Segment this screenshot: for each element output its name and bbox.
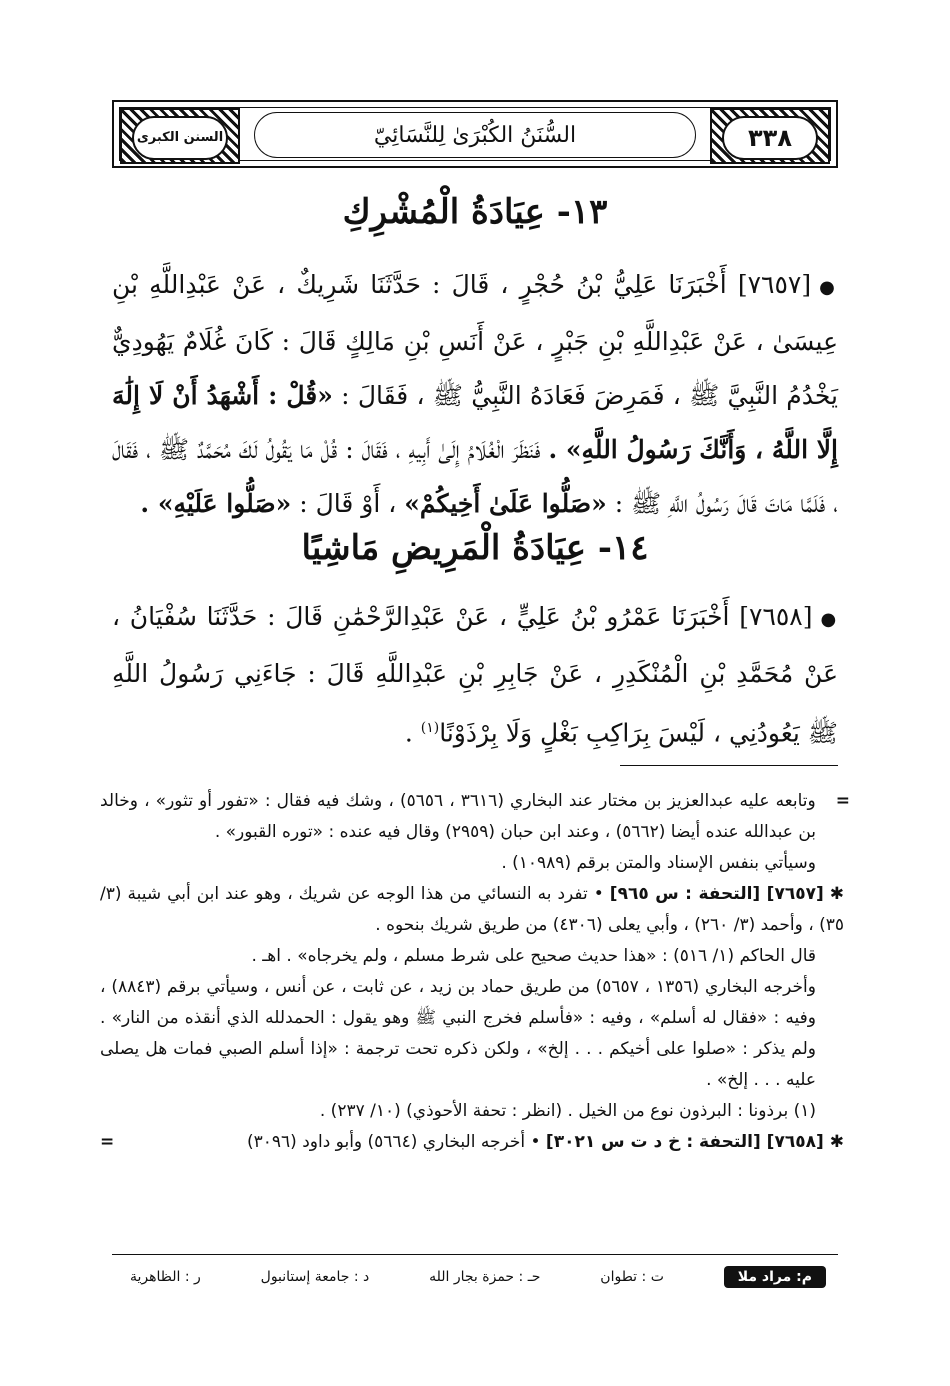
hadith-number: [٧٦٥٧] — [737, 270, 812, 299]
footnote-separator — [620, 765, 838, 766]
footnote-ref: (١) — [420, 720, 440, 736]
footnote-7657-b: قال الحاكم (١/ ٥١٦) : «هذا حديث صحيح على شرط مسلم ، ولم يخرجاه» . اهـ . — [251, 946, 816, 966]
hadith-quote: «صَلُّوا عَلَيْهِ» . — [140, 489, 292, 518]
footer-rule — [112, 1254, 838, 1255]
bullet-icon: ● — [819, 277, 838, 298]
page-header — [112, 100, 838, 168]
footnotes — [100, 786, 850, 1158]
footnote-1: (١) برذونا : البرذون نوع من الخيل . (انظر : تحفة الأحوذي) (١٠/ ٢٣٧) . — [319, 1101, 816, 1121]
bullet-icon: ● — [820, 609, 838, 630]
continuation-mark-end: = — [100, 1132, 115, 1152]
hadith-quote: «صَلُّوا عَلَىٰ أَخِيكُمْ» — [404, 489, 607, 518]
page-number: ٣٣٨ — [722, 116, 818, 160]
header-ornament-right — [710, 108, 830, 164]
hadith-number: [٧٦٥٨] — [739, 602, 813, 631]
asterisk-icon: ✱ — [829, 1132, 844, 1152]
footnote-text: وتابعه عليه عبدالعزيز بن مختار عند البخاري (٣٦١٦ ، ٥٦٥٦) ، وشك فيه فقال : «تفور أو تثور» ، وخالد بن عبدالله عنده أيضا (٥٦٦٢) ، وعند ابن حبان (٢٩٥٩) وقال فيه عنده : «توره القبور» . — [100, 791, 816, 842]
section-title-13: ١٣- عِيَادَةُ الْمُشْرِكِ — [342, 192, 608, 232]
footnote-head: [٧٦٥٨] [التحفة : خ د ت س ٣٠٢١] — [545, 1132, 824, 1152]
footnote-7658 — [100, 1127, 844, 1158]
ornament-logo: السنن الكبرى — [132, 116, 228, 160]
footnote-7657 — [100, 879, 844, 941]
footnote-continuation-2: وسيأتي بنفس الإسناد والمتن برقم (١٠٩٨٩) . — [501, 853, 816, 873]
siglum-d: د : جامعة إستانبول — [260, 1269, 370, 1285]
hadith-text: فَنَظَرَ الْغُلَامُ إِلَىٰ أَبِيهِ ، فَقَالَ : قُلْ مَا يَقُولُ لَكَ مُحَمَّدٌ ﷺ ، فَقَالَ ، فَلَمَّا مَاتَ قَالَ رَسُولُ اللَّهِ ﷺ : — [112, 435, 838, 518]
footnote-text: • أخرجه البخاري (٥٦٦٤) وأبو داود (٣٠٩٦) — [247, 1132, 541, 1152]
hadith-text-end: . — [404, 718, 421, 748]
hadith-text: أَخْبَرَنَا عَلِيُّ بْنُ حُجْرٍ ، قَالَ : حَدَّثَنَا شَرِيكٌ ، عَنْ عَبْدِاللَّهِ بْنِ عِيسَىٰ ، عَنْ عَبْدِاللَّهِ بْنِ جَبْرٍ ، عَنْ أَنَسِ بْنِ مَالِكٍ قَالَ : كَانَ غُلَامٌ يَهُودِيٌّ يَخْدُمُ النَّبِيَّ ﷺ ، فَمَرِضَ فَعَادَهُ النَّبِيُّ ﷺ ، فَقَالَ : — [112, 270, 838, 410]
siglum-m: م: مراد ملا — [724, 1266, 826, 1288]
hadith-quote: «قُلْ : أَشْهَدُ أَنْ لَا إِلَٰهَ إِلَّا اللَّهُ ، وَأَنَّكَ رَسُولُ اللَّهِ» . — [112, 381, 838, 464]
hadith-text: ، أَوْ قَالَ : — [299, 489, 397, 518]
siglum-t: ت : تطوان — [600, 1269, 664, 1285]
hadith-7657 — [112, 258, 838, 531]
continuation-mark: = — [835, 791, 850, 811]
footnote-7657-c: وأخرجه البخاري (١٣٥٦ ، ٥٦٥٧) من طريق حماد بن زيد ، عن ثابت ، عن أنس ، وسيأتي برقم (٨٨٤٣) ، وفيه : «فقال له أسلم» ، وفيه : «فأسلم فخرج النبي ﷺ وهو يقول : الحمدلله الذي أنقذه من النار» . ولم يذكر : «صلوا على أخيكم . . . إلخ» ، ولكن ذكره تحت ترجمة : «إذا أسلم الصبي فمات هل يصلى عليه . . . إلخ» . — [100, 977, 816, 1090]
book-title: السُّنَنُ الكُبْرَىٰ لِلنَّسَائِيّ — [254, 112, 696, 158]
footnote-continuation — [100, 786, 850, 848]
footnote-head: [٧٦٥٧] [التحفة : س ٩٦٥] — [609, 884, 824, 904]
section-title-14: ١٤- عِيَادَةُ الْمَرِيضِ مَاشِيًا — [301, 528, 649, 568]
hadith-7658 — [112, 590, 838, 760]
siglum-r: ر : الظاهرية — [130, 1269, 201, 1285]
asterisk-icon: ✱ — [829, 884, 845, 904]
header-ornament-left — [120, 108, 240, 164]
manuscript-sigla — [130, 1263, 826, 1291]
footnote-text: • تفرد به النسائي من هذا الوجه عن شريك ، وهو عند ابن أبي شيبة (٣/ ٣٥) ، وأحمد (٣/ ٢٦٠) ، وأبي يعلى (٤٣٠٦) من طريق شريك بنحوه . — [100, 884, 844, 935]
hadith-text: أَخْبَرَنَا عَمْرُو بْنُ عَلِيٍّ ، عَنْ عَبْدِالرَّحْمَٰنِ قَالَ : حَدَّثَنَا سُفْيَانُ ، عَنْ مُحَمَّدِ بْنِ الْمُنْكَدِرِ ، عَنْ جَابِرِ بْنِ عَبْدِاللَّهِ قَالَ : جَاءَنِي رَسُولُ اللَّهِ ﷺ يَعُودُنِي ، لَيْسَ بِرَاكِبِ بَغْلٍ وَلَا بِرْذَوْنًا — [112, 602, 838, 748]
siglum-h: حـ : حمزة بجار الله — [429, 1269, 541, 1285]
